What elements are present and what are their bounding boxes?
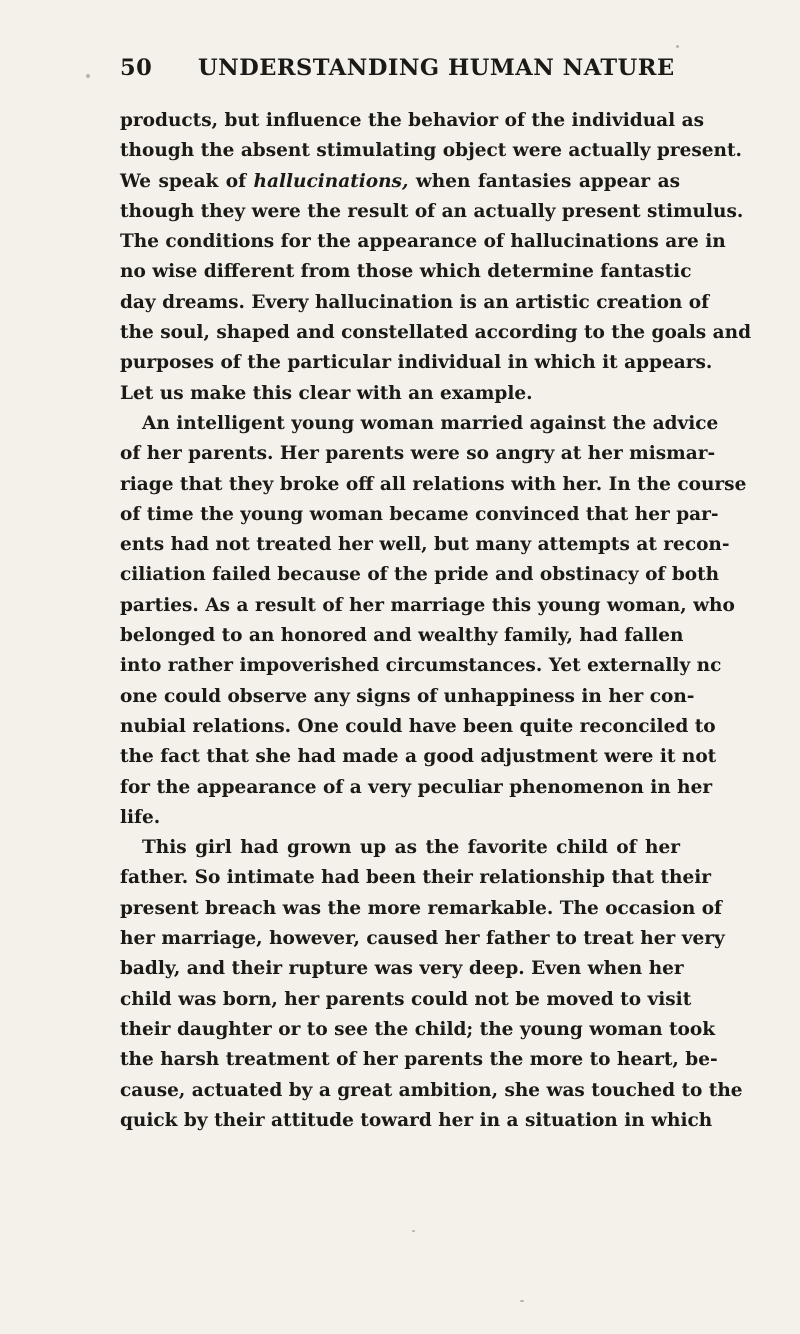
text-run: Let us make this clear with an example. — [120, 382, 533, 404]
scan-speck — [676, 45, 679, 48]
text-run: We speak of — [120, 170, 254, 192]
page-header — [120, 55, 680, 95]
text-run: parties. As a result of her marriage this young woman, who — [120, 594, 735, 616]
text-run: belonged to an honored and wealthy family, had fallen — [120, 625, 684, 647]
text-line — [120, 1106, 713, 1136]
text-run: An intelligent young woman married against the advice — [142, 412, 719, 434]
page-number: 50 — [120, 55, 153, 81]
text-line — [120, 1015, 716, 1045]
text-run: purposes of the particular individual in which it appears. — [120, 352, 713, 374]
text-line — [120, 1045, 718, 1075]
text-line — [120, 197, 744, 227]
text-run: of her parents. Her parents were so angry at her mismar- — [120, 443, 716, 465]
text-line — [120, 924, 725, 954]
text-run: badly, and their rupture was very deep. Even when her — [120, 958, 684, 980]
text-run: This girl had grown up as the favorite child of her — [142, 837, 680, 859]
text-run: cause, actuated by a great ambition, she was touched to the — [120, 1079, 743, 1101]
text-line — [120, 470, 747, 500]
text-line — [120, 167, 680, 197]
running-head: UNDERSTANDING HUMAN NATURE — [198, 55, 675, 81]
text-run: though the absent stimulating object were actually present. — [120, 140, 742, 162]
text-run: the harsh treatment of her parents the more to heart, be- — [120, 1049, 718, 1071]
text-line — [120, 591, 735, 621]
text-line — [120, 954, 684, 984]
text-run: father. So intimate had been their relationship that their — [120, 867, 711, 889]
text-line — [120, 530, 730, 560]
text-run: when fantasies appear as — [408, 170, 680, 192]
text-line — [120, 803, 680, 833]
text-run: for the appearance of a very peculiar phenomenon in her — [120, 776, 713, 798]
text-line — [120, 500, 719, 530]
text-line — [120, 288, 710, 318]
body-text — [120, 106, 752, 1136]
text-run: riage that they broke off all relations with her. In the course — [120, 473, 747, 495]
text-run: ents had not treated her well, but many attempts at recon- — [120, 534, 730, 556]
text-line — [120, 379, 680, 409]
text-run: The conditions for the appearance of hallucinations are in — [120, 231, 726, 253]
text-run: of time the young woman became convinced that her par- — [120, 503, 719, 525]
text-line — [120, 1076, 743, 1106]
text-run: their daughter or to see the child; the young woman took — [120, 1018, 716, 1040]
text-run: the fact that she had made a good adjustment were it not — [120, 746, 717, 768]
text-line — [120, 439, 716, 469]
text-line — [120, 318, 752, 348]
text-line — [120, 773, 713, 803]
text-run: though they were the result of an actually present stimulus. — [120, 200, 744, 222]
text-run: the soul, shaped and constellated according to the goals and — [120, 322, 752, 344]
text-run: one could observe any signs of unhappiness in her con- — [120, 685, 695, 707]
text-run: child was born, her parents could not be moved to visit — [120, 988, 692, 1010]
scan-speck — [86, 74, 90, 78]
text-line — [120, 742, 717, 772]
scan-speck — [412, 1230, 415, 1232]
text-line — [120, 985, 692, 1015]
text-line — [120, 863, 711, 893]
scan-speck — [520, 1300, 524, 1302]
text-line — [120, 560, 720, 590]
text-run: ciliation failed because of the pride and obstinacy of both — [120, 564, 720, 586]
text-run: into rather impoverished circumstances. Yet externally nc — [120, 655, 722, 677]
italic-term: hallucinations, — [253, 170, 409, 192]
text-run: no wise different from those which determine fantastic — [120, 261, 692, 283]
text-line — [120, 348, 713, 378]
text-run: products, but influence the behavior of the individual as — [120, 110, 705, 131]
text-run: present breach was the more remarkable. The occasion of — [120, 897, 723, 919]
text-line — [120, 894, 723, 924]
text-line — [120, 227, 726, 257]
text-run: nubial relations. One could have been quite reconciled to — [120, 715, 716, 737]
text-line — [120, 106, 705, 136]
text-line — [120, 621, 684, 651]
text-line — [120, 682, 695, 712]
text-line — [120, 651, 722, 681]
text-line — [120, 712, 716, 742]
text-run: day dreams. Every hallucination is an artistic creation of — [120, 291, 710, 313]
text-line — [120, 136, 742, 166]
text-line — [120, 409, 719, 439]
text-run: her marriage, however, caused her father to treat her very — [120, 928, 725, 950]
text-run: life. — [120, 806, 161, 828]
text-run: quick by their attitude toward her in a situation in which — [120, 1109, 713, 1131]
text-line — [120, 833, 680, 863]
text-line — [120, 257, 692, 287]
